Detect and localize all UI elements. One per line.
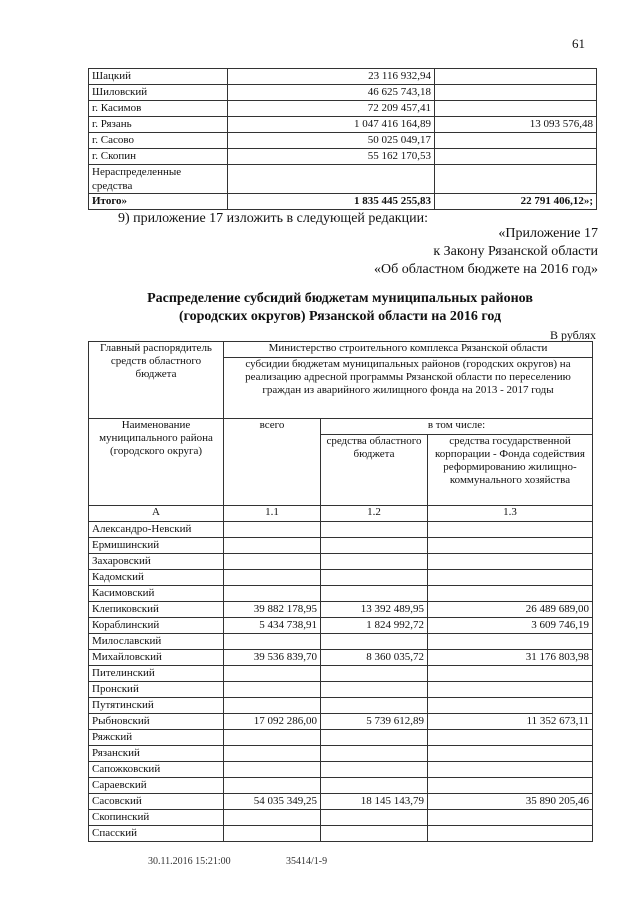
regional-cell [321, 682, 428, 698]
total-cell: 39 882 178,95 [224, 602, 321, 618]
regional-cell [321, 810, 428, 826]
fund-cell [428, 682, 593, 698]
district-name: Ермишинский [89, 538, 224, 554]
district-name: Захаровский [89, 554, 224, 570]
district-name: Сараевский [89, 778, 224, 794]
fund-cell [428, 554, 593, 570]
district-header: Наименование муниципального района (городского округа) [89, 419, 224, 506]
total-cell: 54 035 349,25 [224, 794, 321, 810]
district-name: Спасский [89, 826, 224, 842]
table-row [89, 826, 593, 842]
table-row [89, 133, 597, 149]
total-header: всего [224, 419, 321, 506]
amount-cell [435, 133, 597, 149]
amendment-paragraph: 9) приложение 17 изложить в следующей редакции: [118, 211, 428, 226]
total-cell: 5 434 738,91 [224, 618, 321, 634]
total-cell [224, 762, 321, 778]
units-label: В рублях [549, 328, 596, 342]
table-row [89, 522, 593, 538]
header-row-columns [89, 419, 593, 435]
district-name: Путятинский [89, 698, 224, 714]
table-row [89, 101, 597, 117]
table-row [89, 762, 593, 778]
total-cell [224, 570, 321, 586]
fund-cell [428, 634, 593, 650]
amount-cell: 55 162 170,53 [228, 149, 435, 165]
district-name: Пронский [89, 682, 224, 698]
fund-cell: 31 176 803,98 [428, 650, 593, 666]
table-row [89, 165, 597, 194]
amount-cell: 13 093 576,48 [435, 117, 597, 133]
regional-cell: 8 360 035,72 [321, 650, 428, 666]
fund-cell [428, 538, 593, 554]
table-row [89, 602, 593, 618]
table-row [89, 538, 593, 554]
annex-heading-line-2: к Закону Рязанской области [433, 244, 598, 259]
total-cell [224, 522, 321, 538]
regional-cell: 18 145 143,79 [321, 794, 428, 810]
regional-cell [321, 522, 428, 538]
fund-cell [428, 778, 593, 794]
table-row [89, 117, 597, 133]
amount-cell [435, 69, 597, 85]
regional-cell [321, 634, 428, 650]
header-row-codes [89, 506, 593, 522]
regional-cell [321, 778, 428, 794]
col-code-1-3: 1.3 [428, 506, 593, 522]
amount-cell [435, 101, 597, 117]
fund-cell [428, 826, 593, 842]
total-cell [224, 778, 321, 794]
district-name: Нераспределенные средства [89, 165, 228, 194]
district-name: Ряжский [89, 730, 224, 746]
amount-cell: 1 047 416 164,89 [228, 117, 435, 133]
ministry-header: Министерство строительного комплекса Рязанской области [224, 342, 593, 358]
regional-cell [321, 666, 428, 682]
col-code-1-2: 1.2 [321, 506, 428, 522]
footer-doc-id: 35414/1-9 [286, 856, 328, 867]
district-name: Шиловский [89, 85, 228, 101]
regional-cell [321, 570, 428, 586]
fund-cell: 11 352 673,11 [428, 714, 593, 730]
table-row [89, 149, 597, 165]
district-name: Скопинский [89, 810, 224, 826]
amount-cell: 46 625 743,18 [228, 85, 435, 101]
fund-cell [428, 698, 593, 714]
table-row [89, 650, 593, 666]
district-name: Милославский [89, 634, 224, 650]
regional-cell [321, 554, 428, 570]
district-name: Сасовский [89, 794, 224, 810]
document-title-line-2: (городских округов) Рязанской области на 2016 год [178, 309, 502, 324]
table-row [89, 778, 593, 794]
table-row [89, 570, 593, 586]
district-name: Кадомский [89, 570, 224, 586]
total-cell [224, 698, 321, 714]
regional-cell [321, 586, 428, 602]
district-name: Рязанский [89, 746, 224, 762]
district-name: Пителинский [89, 666, 224, 682]
fund-cell: 35 890 205,46 [428, 794, 593, 810]
regional-cell: 1 824 992,72 [321, 618, 428, 634]
total-cell [224, 746, 321, 762]
table-row [89, 666, 593, 682]
regional-cell: 13 392 489,95 [321, 602, 428, 618]
district-name: Рыбновский [89, 714, 224, 730]
subsidy-header: субсидии бюджетам муниципальных районов (городских округов) на реализацию адресной программы Рязанской области по переселению граждан из аварийного жилищного фонда на 2013 - 2017 годы [224, 358, 593, 419]
total-cell: 17 092 286,00 [224, 714, 321, 730]
fund-cell [428, 570, 593, 586]
district-name: Сапожковский [89, 762, 224, 778]
page-number: 61 [572, 36, 585, 51]
amount-cell [435, 165, 597, 194]
amount-cell: 23 116 932,94 [228, 69, 435, 85]
district-name: Александро-Невский [89, 522, 224, 538]
fund-cell [428, 810, 593, 826]
document-title-line-1: Распределение субсидий бюджетам муниципальных районов [147, 291, 533, 306]
fund-cell [428, 666, 593, 682]
district-name: Клепиковский [89, 602, 224, 618]
district-name: Кораблинский [89, 618, 224, 634]
fund-cell: 3 609 746,19 [428, 618, 593, 634]
amount-cell: 50 025 049,17 [228, 133, 435, 149]
table-row [89, 85, 597, 101]
regional-cell [321, 762, 428, 778]
regional-cell [321, 538, 428, 554]
total-cell [224, 666, 321, 682]
table-row [89, 554, 593, 570]
fund-cell [428, 762, 593, 778]
table-row [89, 730, 593, 746]
district-name: Шацкий [89, 69, 228, 85]
district-name: г. Рязань [89, 117, 228, 133]
col-code-1-1: 1.1 [224, 506, 321, 522]
total-cell [224, 682, 321, 698]
district-name: Михайловский [89, 650, 224, 666]
regional-cell [321, 826, 428, 842]
annex-heading-line-1: «Приложение 17 [498, 226, 598, 241]
table-row [89, 794, 593, 810]
table-row [89, 698, 593, 714]
district-name: г. Сасово [89, 133, 228, 149]
admin-header: Главный распорядитель средств областного бюджета [89, 342, 224, 419]
total-cell [224, 538, 321, 554]
total-cell [224, 730, 321, 746]
total-amount: 22 791 406,12»; [435, 194, 597, 210]
regional-cell: 5 739 612,89 [321, 714, 428, 730]
amount-cell [228, 165, 435, 194]
col-code-a: А [89, 506, 224, 522]
table-row [89, 69, 597, 85]
footer-timestamp: 30.11.2016 15:21:00 [148, 856, 231, 867]
district-name: г. Скопин [89, 149, 228, 165]
subsidy-table [88, 341, 593, 842]
total-cell [224, 634, 321, 650]
continuation-table [88, 68, 597, 210]
amount-cell: 72 209 457,41 [228, 101, 435, 117]
total-cell [224, 826, 321, 842]
including-header: в том числе: [321, 419, 593, 435]
fund-cell [428, 730, 593, 746]
district-name: Касимовский [89, 586, 224, 602]
fund-cell [428, 586, 593, 602]
total-cell [224, 554, 321, 570]
table-row [89, 634, 593, 650]
total-row [89, 194, 597, 210]
fund-cell [428, 522, 593, 538]
regional-cell [321, 730, 428, 746]
fund-cell [428, 746, 593, 762]
total-label: Итого» [89, 194, 228, 210]
amount-cell [435, 85, 597, 101]
total-cell [224, 810, 321, 826]
table-row [89, 682, 593, 698]
table-row [89, 618, 593, 634]
fund-cell: 26 489 689,00 [428, 602, 593, 618]
table-row [89, 746, 593, 762]
annex-heading-line-3: «Об областном бюджете на 2016 год» [374, 262, 598, 277]
regional-cell [321, 698, 428, 714]
total-amount: 1 835 445 255,83 [228, 194, 435, 210]
table-row [89, 714, 593, 730]
fund-header: средства государственной корпорации - Фонда содействия реформированию жилищно-коммунального хозяйства [428, 435, 593, 506]
amount-cell [435, 149, 597, 165]
regional-header: средства областного бюджета [321, 435, 428, 506]
total-cell: 39 536 839,70 [224, 650, 321, 666]
regional-cell [321, 746, 428, 762]
header-row-ministry [89, 342, 593, 358]
district-name: г. Касимов [89, 101, 228, 117]
total-cell [224, 586, 321, 602]
table-row [89, 586, 593, 602]
table-row [89, 810, 593, 826]
